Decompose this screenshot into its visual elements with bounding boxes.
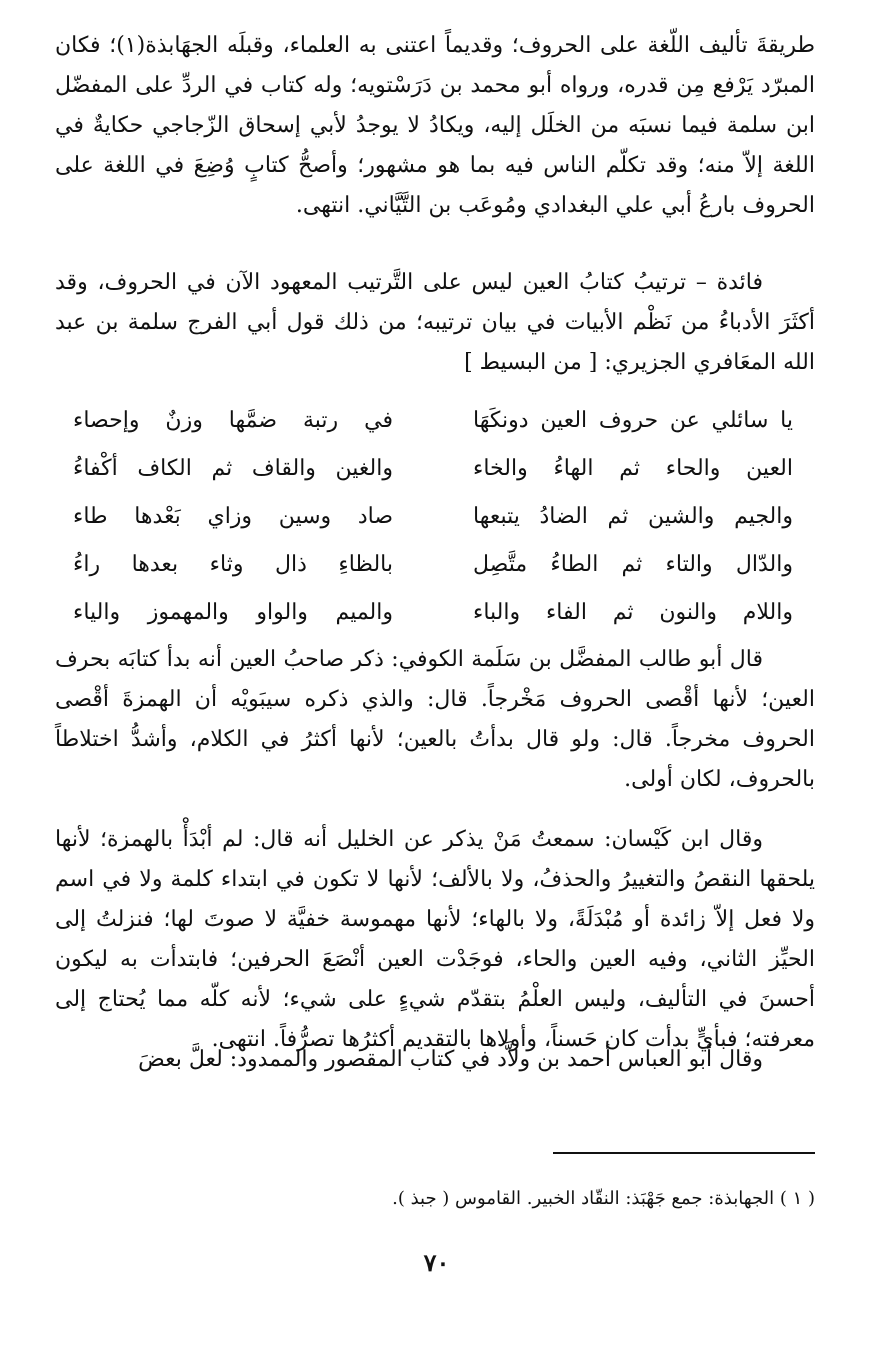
paragraph-3 xyxy=(55,640,815,800)
verse-first-hemistich: العين والحاء ثم الهاءُ والخاء xyxy=(473,456,793,481)
verse-first-hemistich: يا سائلي عن حروف العين دونكَهَا xyxy=(473,408,793,433)
poem-verse xyxy=(73,408,793,456)
paragraph-2-text: فائدة – ترتيبُ كتابُ العين ليس على التَّرتيب المعهود الآن في الحروف، وقد أكثَرَ الأدباءُ من نَظْم الأبيات في بيان ترتيبه؛ من ذلك قول أبي الفرج سلمة بن عبد الله المعَافري الجزيري: [ من البسيط ] xyxy=(55,270,815,375)
verse-first-hemistich: والجيم والشين ثم الضادُ يتبعها xyxy=(473,504,793,529)
footnote-separator xyxy=(553,1152,815,1154)
paragraph-5-text: وقال أبو العباس أحمد بن ولاَّد في كتاب المقصور والممدود: لعلَّ بعضَ xyxy=(138,1047,763,1072)
poem xyxy=(73,408,793,648)
verse-first-hemistich: والدّال والتاء ثم الطاءُ متَّصِل xyxy=(473,552,793,577)
paragraph-3-text: قال أبو طالب المفضَّل بن سَلَمة الكوفي: ذكر صاحبُ العين أنه بدأ كتابَه بحرف العين؛ لأنها أقْصى الحروف مَخْرجاً. قال: والذي ذكره سيبَويْه أن الهمزةَ أقْصى الحروف مخرجاً. قال: ولو قال بدأتُ بالعين؛ لأنها أكثرُ في الكلام، وأشدُّ اختلاطاً بالحروف، لكان أولى. xyxy=(55,647,815,792)
poem-verse xyxy=(73,504,793,552)
verse-second-hemistich: صاد وسين وزاي بَعْدها طاء xyxy=(73,504,393,529)
paragraph-1 xyxy=(55,26,815,226)
page-number: ٧٠ xyxy=(423,1248,450,1277)
footnote: ( ١ ) الجهابذة: جمع جَهْبَذ: النقّاد الخبير. القاموس ( جبذ ). xyxy=(392,1188,815,1209)
paragraph-2 xyxy=(55,263,815,383)
verse-second-hemistich: بالظاءِ ذال وثاء بعدها راءُ xyxy=(73,552,393,577)
verse-first-hemistich: واللام والنون ثم الفاء والباء xyxy=(473,600,793,625)
paragraph-4 xyxy=(55,820,815,1060)
paragraph-5 xyxy=(55,1040,815,1080)
poem-verse xyxy=(73,552,793,600)
verse-second-hemistich: والميم والواو والمهموز والياء xyxy=(73,600,393,625)
paragraph-4-text: وقال ابن كَيْسان: سمعتُ مَنْ يذكر عن الخليل أنه قال: لم أبْدَأْ بالهمزة؛ لأنها يلحقها النقصُ والتغييرُ والحذفُ، ولا بالألف؛ لأنها لا تكون في ابتداء كلمة ولا في اسم ولا فعل إلاّ زائدة أو مُبْدَلَةً، ولا بالهاء؛ لأنها مهموسة خفيَّة لا صوتَ لها؛ فنزلتُ إلى الحيِّز الثاني، وفيه العين والحاء، فوجَدْت العين أنْصَعَ الحرفين؛ فابتدأت به ليكون أحسنَ في التأليف، وليس العلْمُ بتقدّم شيءٍ على شيء؛ لأنه كلّه مما يُحتاج إلى معرفته؛ فبأيٍّ بدأت كان حَسناً، وأولاها بالتقديم أكثرُها تصرُّفاً. انتهى. xyxy=(55,827,815,1052)
poem-verse xyxy=(73,456,793,504)
verse-second-hemistich: في رتبة ضمَّها وزنٌ وإحصاء xyxy=(73,408,393,433)
verse-second-hemistich: والغين والقاف ثم الكاف أكْفاءُ xyxy=(73,456,393,481)
paragraph-1-text: طريقةَ تأليف اللّغة على الحروف؛ وقديماً اعتنى به العلماء، وقبلَه الجهَابذة(١)؛ فكان المبرّد يَرْفع مِن قدره، ورواه أبو محمد بن دَرَسْتويه؛ وله كتاب في الردِّ على المفضّل ابن سلمة فيما نسبَه من الخلَل إليه، ويكادُ لا يوجدُ لأبي إسحاق الزّجاجي حكايةٌ في اللغة إلاّ منه؛ وقد تكلّم الناس فيه بما هو مشهور؛ وأصحُّ كتابٍ وُضِعَ في اللغة على الحروف بارعُ أبي علي البغدادي ومُوعَب بن التَّيَّاني. انتهى. xyxy=(55,33,815,218)
